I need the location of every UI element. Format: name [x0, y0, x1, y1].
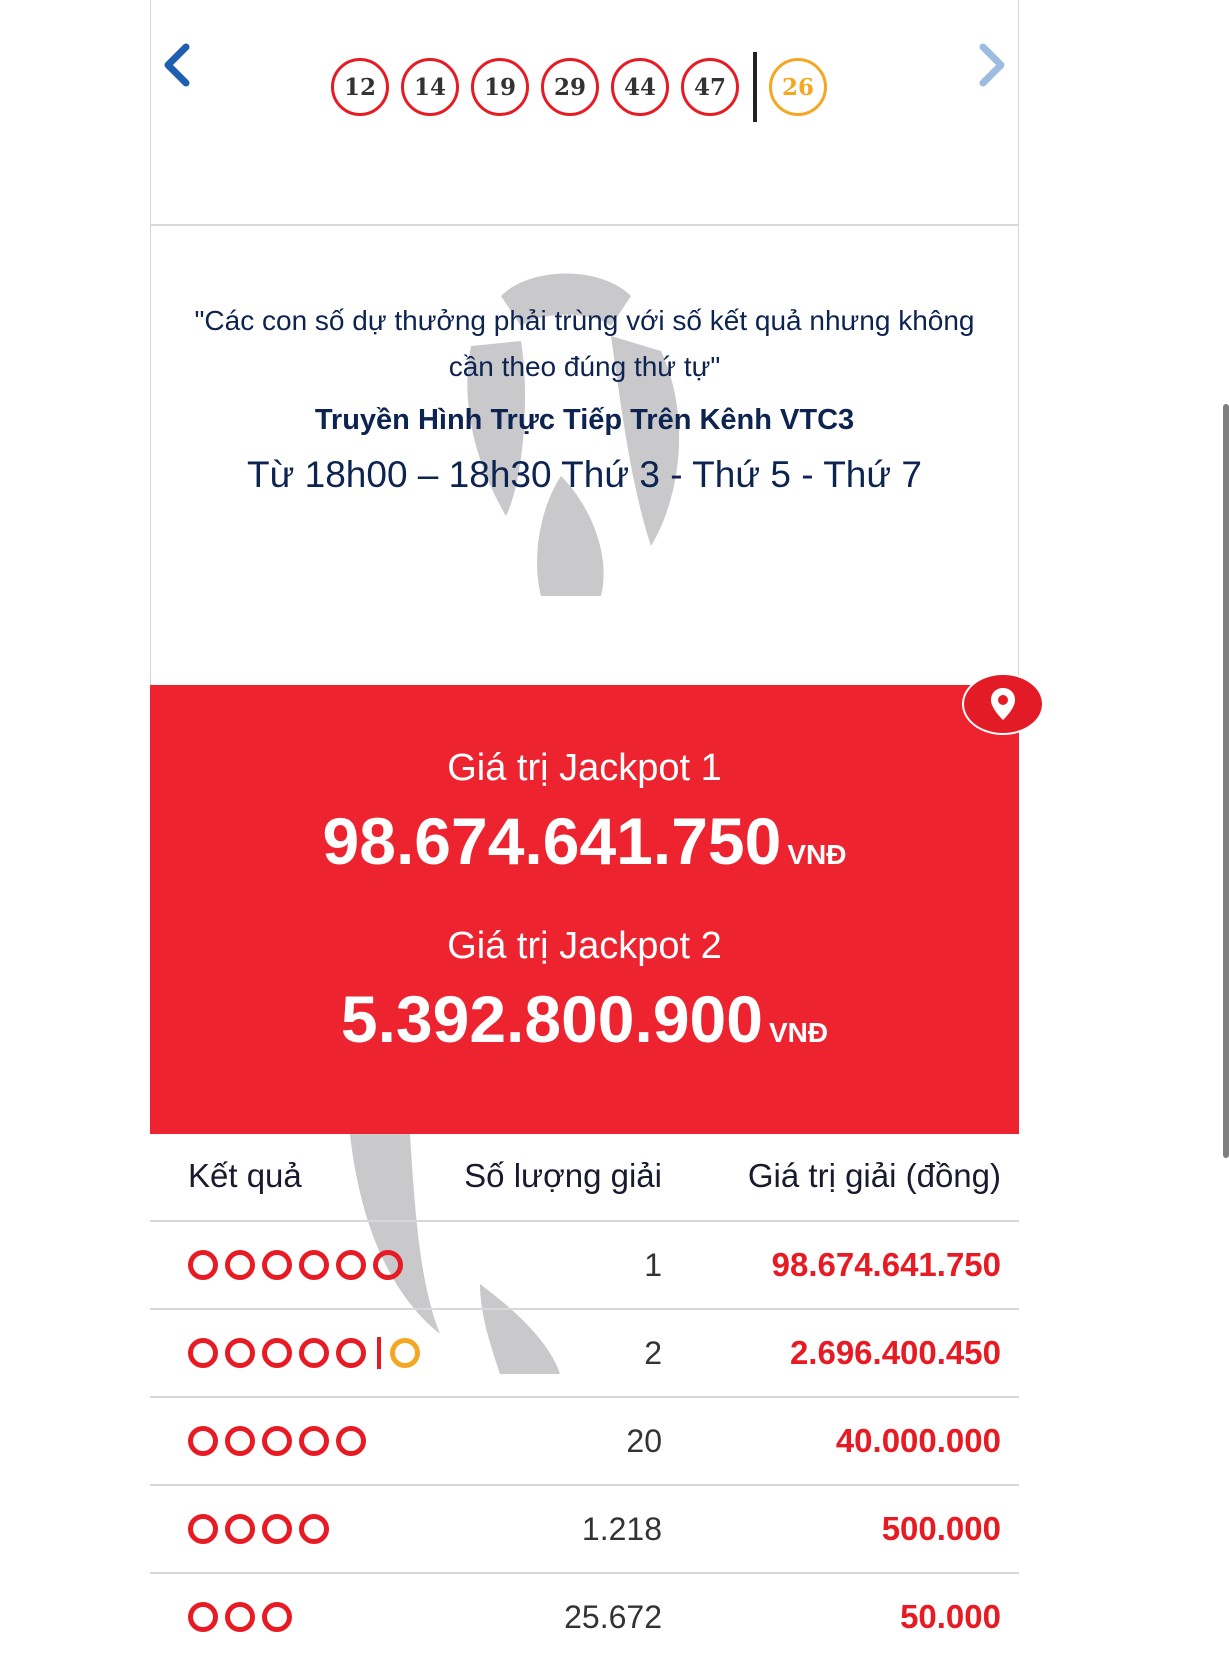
header-prize: Giá trị giải (đồng): [747, 1157, 1001, 1194]
table-row: [150, 1222, 1019, 1310]
header-count: Số lượng giải: [464, 1157, 662, 1194]
prize-value: 98.674.641.750: [771, 1246, 1001, 1283]
number-ball: 19: [471, 58, 529, 116]
jackpot2-currency: VNĐ: [768, 1017, 829, 1048]
match-dot: [188, 1602, 218, 1632]
draw-results: [151, 0, 1018, 226]
jackpot1-amount: 98.674.641.750: [322, 804, 782, 878]
table-row: [150, 1398, 1019, 1486]
prize-value: 40.000.000: [835, 1422, 1001, 1459]
match-indicator: [188, 1222, 410, 1308]
match-dot: [262, 1602, 292, 1632]
winner-count: 20: [626, 1422, 662, 1459]
winner-count: 1: [644, 1246, 662, 1283]
winner-count: 25.672: [564, 1598, 662, 1635]
match-dot: [336, 1338, 366, 1368]
prev-draw-button[interactable]: [157, 40, 197, 90]
jackpot1-currency: VNĐ: [787, 839, 847, 870]
prize-value: 50.000: [900, 1598, 1001, 1635]
chevron-left-icon: [162, 43, 192, 87]
number-ball: 44: [611, 58, 669, 116]
jackpot1-label: Giá trị Jackpot 1: [447, 747, 722, 789]
match-dot: [225, 1338, 255, 1368]
prize-table: [150, 1134, 1019, 1660]
winner-count: 1.218: [581, 1510, 662, 1547]
broadcast-channel: Truyền Hình Trực Tiếp Trên Kênh VTC3: [314, 404, 855, 436]
winning-numbers: [331, 54, 827, 120]
winner-count: 2: [644, 1334, 662, 1371]
match-dot: [188, 1514, 218, 1544]
match-dot: [299, 1338, 329, 1368]
bonus-separator: [377, 1337, 381, 1369]
table-row: [150, 1574, 1019, 1660]
prize-value: 500.000: [881, 1510, 1001, 1547]
match-indicator: [188, 1486, 336, 1572]
rules-quote: "Các con số dự thưởng phải trùng với số kết quả nhưng không cần theo đúng thứ tự": [194, 305, 975, 382]
number-ball: 14: [401, 58, 459, 116]
next-draw-button[interactable]: [972, 40, 1012, 90]
map-pin-icon: [990, 687, 1016, 721]
header-result: Kết quả: [188, 1157, 302, 1194]
broadcast-schedule: Từ 18h00 – 18h30 Thứ 3 - Thứ 5 - Thứ 7: [246, 454, 922, 495]
match-dot: [336, 1426, 366, 1456]
match-dot: [225, 1426, 255, 1456]
number-ball: 12: [331, 58, 389, 116]
match-dot: [262, 1426, 292, 1456]
jackpot2-value: [150, 981, 1019, 1057]
number-ball: 47: [681, 58, 739, 116]
jackpot2-label: Giá trị Jackpot 2: [447, 925, 722, 967]
match-dot: [225, 1514, 255, 1544]
prize-value: 2.696.400.450: [789, 1334, 1001, 1371]
chevron-right-icon: [977, 43, 1007, 87]
match-dot: [188, 1250, 218, 1280]
page-scrollbar[interactable]: [1223, 404, 1229, 1158]
jackpot1-value: [150, 803, 1019, 879]
match-indicator: [188, 1310, 427, 1396]
jackpot-panel: [150, 685, 1019, 1134]
table-row: [150, 1486, 1019, 1574]
bonus-separator: [753, 52, 757, 122]
match-dot: [225, 1250, 255, 1280]
match-dot: [262, 1514, 292, 1544]
bonus-number-ball: 26: [769, 58, 827, 116]
match-dot: [225, 1602, 255, 1632]
table-header: [150, 1134, 1019, 1222]
location-button[interactable]: [962, 673, 1044, 735]
draw-info: [151, 226, 1018, 626]
match-dot: [299, 1426, 329, 1456]
match-indicator: [188, 1574, 299, 1660]
table-row: [150, 1310, 1019, 1398]
match-dot: [299, 1250, 329, 1280]
match-dot: [262, 1250, 292, 1280]
bonus-dot: [390, 1338, 420, 1368]
number-ball: 29: [541, 58, 599, 116]
jackpot2-amount: 5.392.800.900: [340, 982, 763, 1056]
match-indicator: [188, 1398, 373, 1484]
match-dot: [373, 1250, 403, 1280]
match-dot: [299, 1514, 329, 1544]
match-dot: [262, 1338, 292, 1368]
match-dot: [188, 1338, 218, 1368]
match-dot: [336, 1250, 366, 1280]
match-dot: [188, 1426, 218, 1456]
